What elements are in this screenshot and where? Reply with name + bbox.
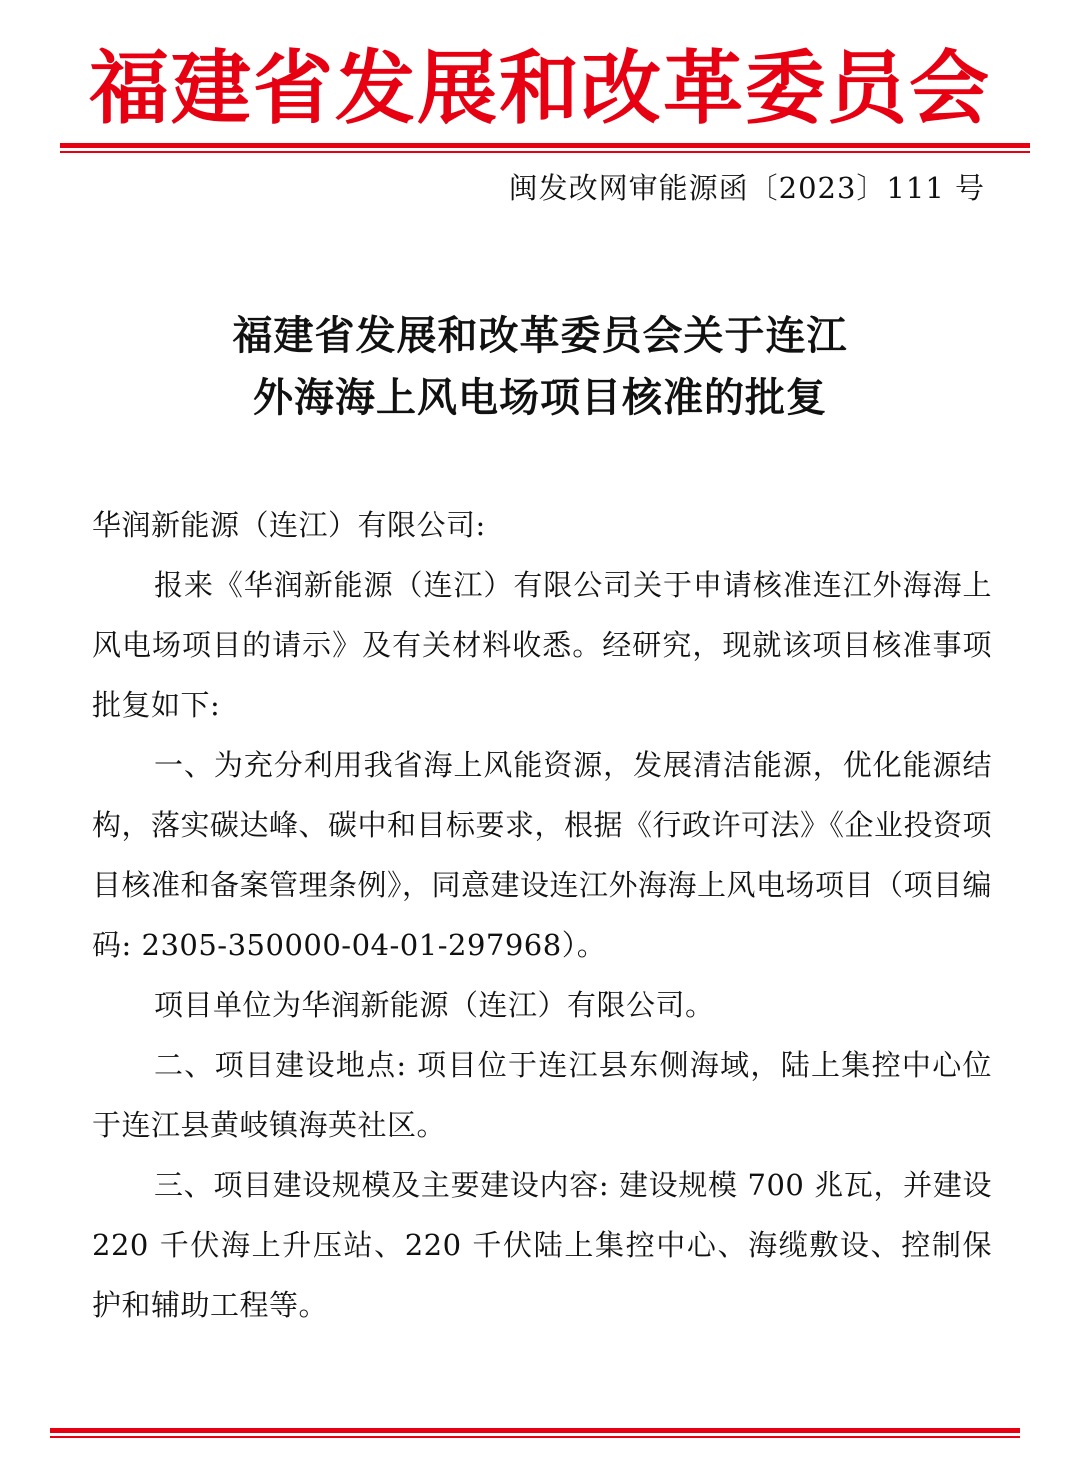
issuing-authority-header: 福建省发展和改革委员会 <box>89 41 991 135</box>
body-paragraph-intro: 报来《华润新能源（连江）有限公司关于申请核准连江外海海上风电场项目的请示》及有关材料收悉。经研究，现就该项目核准事项批复如下: <box>92 568 992 722</box>
header-divider-thin-line <box>60 151 1030 153</box>
body-paragraph-approval: 一、为充分利用我省海上风能资源，发展清洁能源，优化能源结构，落实碳达峰、碳中和目标要求，根据《行政许可法》《企业投资项目核准和备案管理条例》，同意建设连江外海海上风电场项目（项目编码: 2305-350000-04-01-297968）。 <box>92 748 993 962</box>
body-paragraph-scale: 三、项目建设规模及主要建设内容: 建设规模 700 兆瓦，并建设 220 千伏海上升压站、220 千伏陆上集控中心、海缆敷设、控制保护和辅助工程等。 <box>92 1168 992 1322</box>
document-number: 闽发改网审能源函〔2023〕111 号 <box>508 171 985 205</box>
document-title-line-2: 外海海上风电场项目核准的批复 <box>253 374 827 421</box>
footer-divider-thin-line <box>50 1436 1020 1438</box>
document-title <box>0 305 1080 429</box>
document-title-line-1: 福建省发展和改革委员会关于连江 <box>232 312 848 359</box>
body-paragraph-project-unit: 项目单位为华润新能源（连江）有限公司。 <box>154 988 715 1022</box>
header-divider-thick-line <box>60 143 1030 148</box>
document-body <box>92 495 992 1335</box>
salutation: 华润新能源（连江）有限公司: <box>92 508 486 542</box>
footer-divider-thick-line <box>50 1428 1020 1433</box>
header-divider <box>60 143 1030 153</box>
footer-divider <box>50 1428 1020 1438</box>
body-paragraph-location: 二、项目建设地点: 项目位于连江县东侧海域，陆上集控中心位于连江县黄岐镇海英社区。 <box>92 1048 992 1142</box>
